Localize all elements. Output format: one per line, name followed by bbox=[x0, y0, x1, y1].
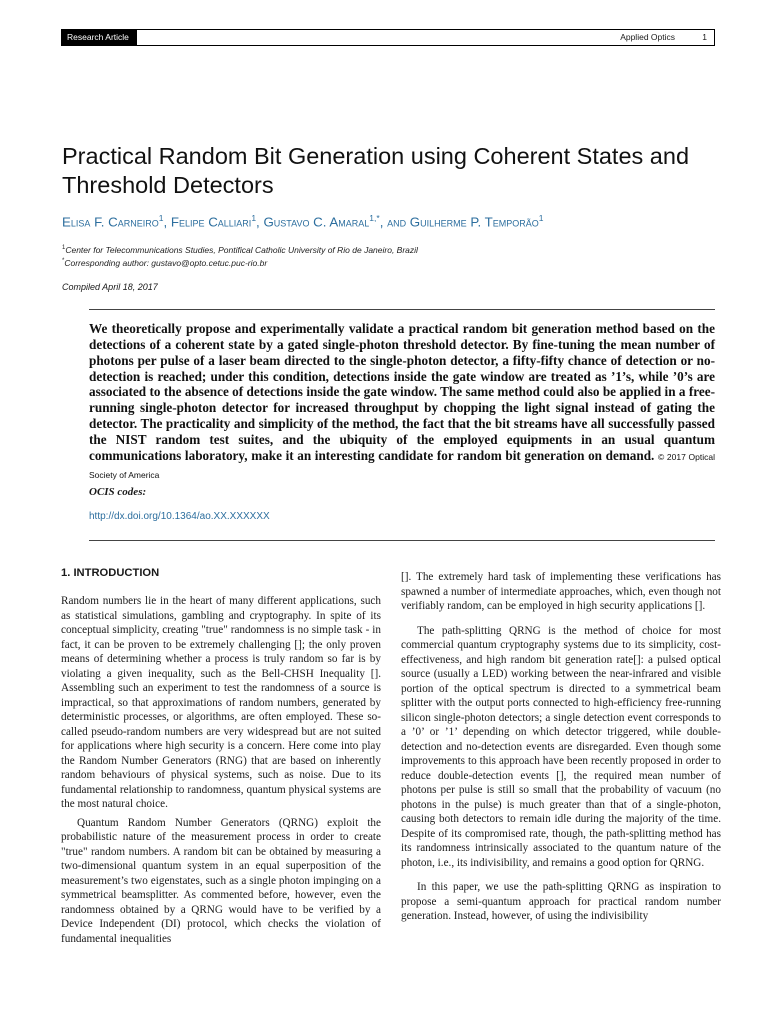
author-name: Elisa F. Carneiro bbox=[62, 214, 159, 230]
body-paragraph: Random numbers lie in the heart of many different applications, such as statistical simulations, gambling and cryptography. In spite of its conceptual simplicity, creating "true" randomness is no simple task - in fact, it can be proven to be extremely challenging []; the only proven means of determining whether a process is truly random so far is by violating a given inequality, such as the Bell-CHSH Inequality []. Assembling such an experiment to test the randomness of a source is impractical, so that approximations of random numbers, generated by deterministic processes, or algorithms, are often employed. These so-called pseudo-random numbers are very widespread but are not suited for applications where high security is a concern. Here come into play the Random Number Generators (RNG) that are based on inherently random behaviours of physical systems, such as noise. Due to its fundamental relationship to randomness, quantum physical systems are the most natural choice. bbox=[61, 595, 381, 810]
ocis-codes-label: OCIS codes: bbox=[89, 486, 147, 498]
page-number: 1 bbox=[702, 32, 707, 42]
section-heading: 1. INTRODUCTION bbox=[61, 567, 160, 579]
corresponding-author bbox=[62, 255, 682, 269]
article-type-tag: Research Article bbox=[62, 30, 137, 45]
body-paragraph: Quantum Random Number Generators (QRNG) exploit the probabilistic nature of the measurement process in order to create "true" random numbers. A random bit can be obtained by measuring a two-dimensional quantum system in an equal superposition of the measurement’s two eigenstates, such as a single photon impinging on a symmetrical beamsplitter. As commented before, however, even the randomness obtained by a QRNG would have to be verified by a Device Independent (DI) protocol, which checks the violation of fundamental inequalities bbox=[61, 816, 381, 945]
corresponding-mark: * bbox=[62, 258, 65, 264]
abstract-top-rule bbox=[89, 309, 715, 310]
journal-name: Applied Optics bbox=[620, 32, 675, 42]
author-affiliation-mark: 1,* bbox=[369, 213, 380, 223]
copyright-notice: © 2017 Optical Society of America bbox=[89, 451, 715, 480]
author-name: Felipe Calliari bbox=[170, 214, 252, 230]
affiliation-mark: 1 bbox=[62, 245, 66, 251]
paper-title: Practical Random Bit Generation using Coherent States and Threshold Detectors bbox=[62, 143, 690, 198]
abstract-bottom-rule bbox=[89, 540, 715, 541]
body-paragraph: In this paper, we use the path-splitting QRNG as inspiration to propose a semi-quantum approach for practical random number generation. Instead, however, of using the indivisibility bbox=[401, 881, 721, 922]
author-list bbox=[62, 209, 722, 231]
affiliation-text: Center for Telecommunications Studies, Pontifical Catholic University of Rio de Janeiro, Brazil bbox=[65, 244, 418, 255]
author-affiliation-mark: 1 bbox=[251, 213, 257, 223]
body-paragraph: The path-splitting QRNG is the method of choice for most commercial quantum cryptography systems due to its simplicity, cost-effectiveness, and high random bit generation rate[]: a pulsed optical source (usually a LED) working between the near-infrared and visible portion of the optical spectrum is directed to a symmetrical beam splitter with the output ports connected to high-efficiency free-running silicon single-photon detectors; a single detection event corresponds to a ’0’ or ’1’ depending on which detector triggered, while double-detection and no-detection events are disregarded. Even though some improvements to this approach have been recently proposed in order to reduce double-detection events [], the required mean number of photons per pulse is still so small that the probability of vacuum (no photons in the pulse) is much greater than that of a single-photon, causing both detectors to remain idle during the majority of the time. Despite of its compromised rate, though, the path-splitting method has its randomness intrinsically associated to the quantum nature of the photon, i.e., its indivisibility, and remains a good option for QRNG. bbox=[401, 624, 721, 869]
affiliation bbox=[62, 242, 682, 256]
abstract-text: We theoretically propose and experimentally validate a practical random bit generation method based on the detections of a coherent state by a gated single-photon threshold detector. By fine-tuning the mean number of photons per pulse of a laser beam directed to the single-photon detector, a fifty-fifty chance of detection or no-detection is reached; under this condition, detections inside the gate window are treated as ’1’s, while ’0’s are associated to the absence of detections inside the gate window. The same method could also be applied in a free-running single-photon detector for increased throughput by chopping the light signal instead of gating the detector. The practicality and simplicity of the method, the fact that the bit streams have all successfully passed the NIST random test suites, and the ubiquity of the employed equipments in an usual quantum communications laboratory, make it an interesting candidate for random bit generation on demand. bbox=[89, 321, 715, 463]
compiled-date: Compiled April 18, 2017 bbox=[62, 282, 158, 292]
author-separator: , bbox=[163, 214, 171, 230]
right-column bbox=[401, 570, 721, 924]
left-column bbox=[61, 566, 381, 946]
corresponding-text: Corresponding author: gustavo@opto.cetuc.puc-rio.br bbox=[64, 257, 268, 268]
running-header bbox=[61, 29, 715, 46]
author-affiliation-mark: 1 bbox=[158, 213, 164, 223]
author-affiliation-mark: 1 bbox=[538, 213, 544, 223]
doi-link[interactable]: http://dx.doi.org/10.1364/ao.XX.XXXXXX bbox=[89, 511, 270, 522]
author-separator: , and bbox=[379, 214, 410, 230]
author-separator: , bbox=[256, 214, 264, 230]
body-paragraph: []. The extremely hard task of implementing these verifications has spawned a number of intermediate approaches, which, even though not verifiably random, can be employed in high security applications []. bbox=[401, 571, 721, 612]
abstract bbox=[89, 321, 715, 483]
author-name: Gustavo C. Amaral bbox=[263, 214, 370, 230]
author-name: Guilherme P. Temporão bbox=[409, 214, 539, 230]
